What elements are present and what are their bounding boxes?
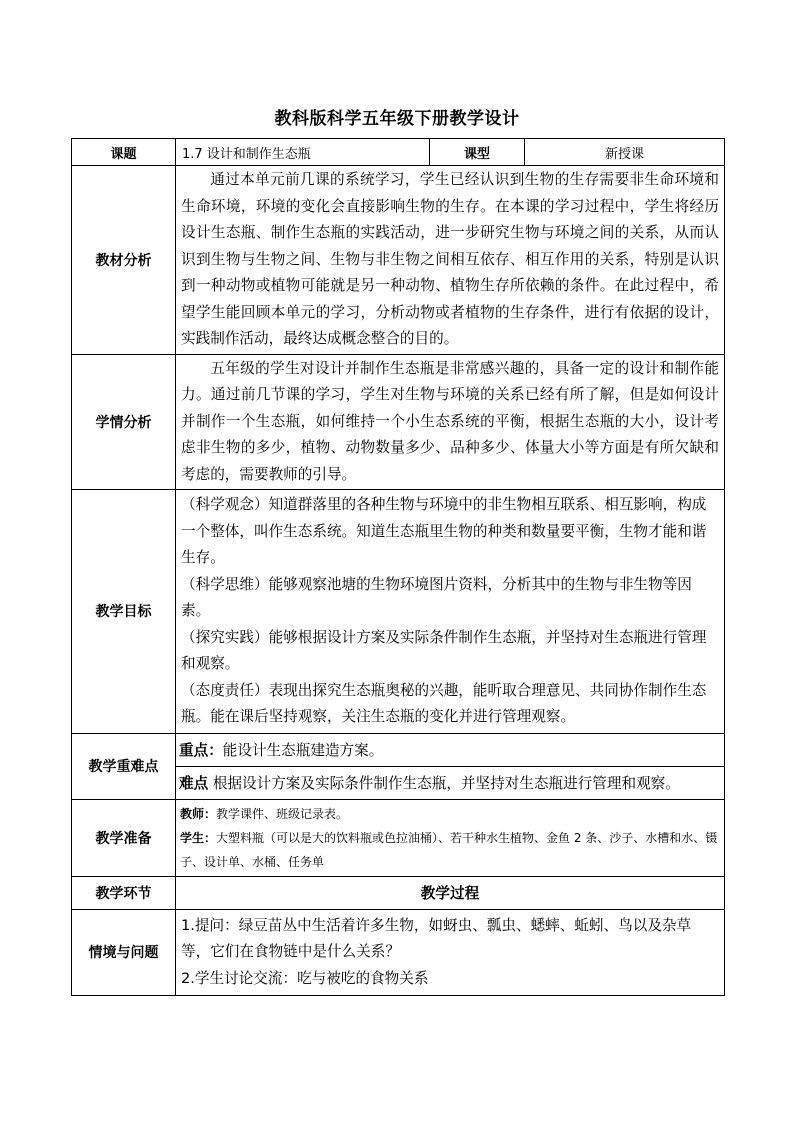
student-analysis-text: 五年级的学生对设计并制作生态瓶是非常感兴趣的，具备一定的设计和制作能力。通过前几节课的学习，学生对生物与环境的关系已经有所了解，但是如何设计并制作一个生态瓶，如何维持一个小生态系统的平衡，根据生态瓶的大小，设计考虑非生物的多少，植物、动物数量多少、品种多少、体量大小等方面是有所欠缺和考虑的，需要教师的引导。 [176,354,725,490]
material-analysis-text: 通过本单元前几课的系统学习，学生已经认识到生物的生存需要非生命环境和生命环境，环境的变化会直接影响生物的生存。在本课的学习过程中，学生将经历设计生态瓶、制作生态瓶的实践活动，进一步研究生物与环境之间的关系，从而认识到生物与生物之间、生物与非生物之间相互依存、相互作用的关系，特别是认识到一种动物或植物可能就是另一种动物、植物生存所依赖的条件。在此过程中，希望学生能回顾本单元的学习，分析动物或者植物的生存条件，进行有依据的设计，实践制作活动，最终达成概念整合的目的。 [176,166,725,355]
student-prep-text: 大塑料瓶（可以是大的饮料瓶或色拉油桶）、若干种水生植物、金鱼 2 条、沙子、水槽和水、镊子、设计单、水桶、任务单 [180,830,718,869]
scenario-line: 2.学生讨论交流：吃与被吃的食物关系 [181,969,429,987]
preparation-content [176,799,725,876]
goals-label: 教学目标 [72,490,176,734]
student-analysis-label: 学情分析 [72,354,176,490]
header-row [72,139,725,166]
teacher-prep-label: 教师： [180,806,217,821]
focus-label: 重点： [179,742,223,759]
goal-item: （态度责任）表现出探究生态瓶奥秘的兴趣，能听取合理意见、共同协作制作生态瓶。能在课后坚持观察，关注生态瓶的变化并进行管理观察。 [181,681,707,725]
type-label: 课型 [430,139,525,166]
key-focus-row [72,733,725,766]
difficulty-label: 难点 [179,775,209,792]
goal-item: （科学思维）能够观察池塘的生物环境图片资料，分析其中的生物与非生物等因素。 [181,575,692,619]
lesson-plan-table [71,138,725,996]
scenario-content [176,909,725,996]
student-prep [180,826,720,874]
topic-label: 课题 [72,139,176,166]
scenario-label: 情境与问题 [72,909,176,996]
student-analysis-row [72,354,725,490]
preparation-row [72,799,725,876]
goals-list [176,490,725,734]
material-analysis-label: 教材分析 [72,166,176,355]
focus-cell [176,733,725,766]
stage-header: 教学环节 [72,876,176,909]
teacher-prep-text: 教学课件、班级记录表。 [216,806,349,821]
goal-item: （探究实践）能够根据设计方案及实际条件制作生态瓶，并坚持对生态瓶进行管理和观察。 [181,628,707,672]
goal-item: （科学观念）知道群落里的各种生物与环境中的非生物相互联系、相互影响，构成一个整体，叫作生态系统。知道生态瓶里生物的种类和数量要平衡，生物才能和谐生存。 [181,496,707,566]
scenario-line: 1.提问：绿豆苗丛中生活着许多生物，如蚜虫、瓢虫、蟋蟀、蚯蚓、鸟以及杂草等，它们在食物链中是什么关系？ [181,916,692,960]
topic-value: 1.7 设计和制作生态瓶 [176,139,430,166]
process-header-row [72,876,725,909]
teacher-prep [180,802,720,826]
difficulty-text: 根据设计方案及实际条件制作生态瓶，并坚持对生态瓶进行管理和观察。 [208,775,680,792]
process-header: 教学过程 [176,876,725,909]
preparation-label: 教学准备 [72,799,176,876]
key-points-label: 教学重难点 [72,733,176,799]
document-title: 教科版科学五年级下册教学设计 [274,109,520,129]
scenario-row [72,909,725,996]
student-prep-label: 学生： [180,830,217,845]
goals-row [72,490,725,734]
material-analysis-row [72,166,725,355]
focus-text: 能设计生态瓶建造方案。 [222,742,384,759]
difficulty-cell [176,766,725,799]
type-value: 新授课 [525,139,725,166]
